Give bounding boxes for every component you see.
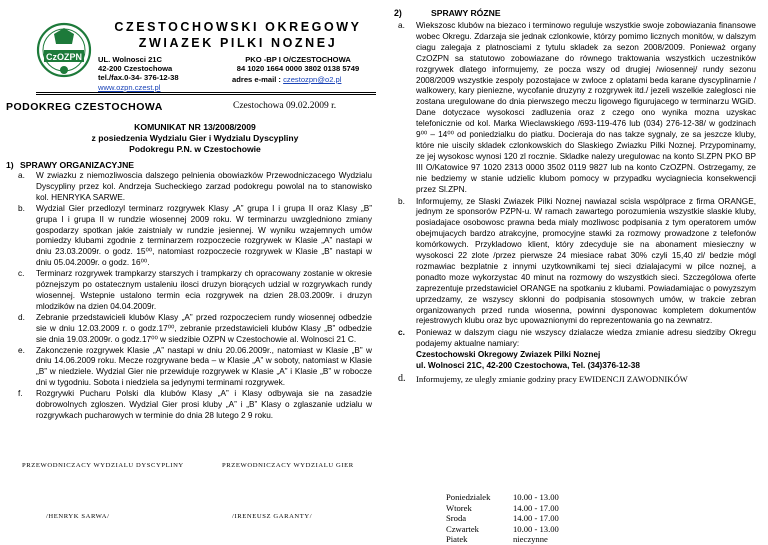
- bank-line2: 84 1020 1664 0000 3802 0138 5749: [236, 64, 360, 74]
- list-item: a. Wiekszosc klubów na biezaco i terminowo reguluje wszystkie swoje zobowiazania finansowe wobec Okregu. Zdarzaja sie jednak czlonkowie, którzy pomimo licznych monitów, w dalszym ciagu zalegaja z platnosciami z tytulu skladek za sezon 2008/2009. Ponieważ organy CzOZPN sa statutowo zobowiazane do równego traktowania wszystkich uczestników rozgrywek dlatego informujemy, ze pocza wszy od drugiej /wiosennej/ rundy sezonu 2008/2009 wszystkie zespoly pozostajace w zwloce z oplatami beda karane dyscyplinarnie / walkowery, kary pieniezne, wycofanie druzyny z rozgrywek itd./ jezeli wszelkie zaleglosci nie zostana uregulowane do dnia pierwszego meczu ligowego figurujacego w terminarzu WGiD. Dane dotyczace wysokosci zadluzenia oraz z czego ono wynika mozna uzyskac telefonicznie od kol. Marka Wieclawskiego /693-119-476 lub (034) 276-12-38/ w godzinach 9⁰⁰ – 14⁰⁰ od poniedzialku do piatku. Docieraja do nas takze sygnaly, ze sa jeszcze kluby, które nie uiscily skladek czlonkowskich do Slaskiego Zwiazku Pilki Noznej. Przypominamy, ze jej wysokosc wynosi 120 zl rocznie. Skladke nalezy uregulowac na konto Sl.ZPN PKO BP III O/Katowice 97 1020 2313 0000 3502 0119 9827 lub na konto CzOZPN. Ostrzegamy, ze nie bedziemy w stanie udzielic klubom pomocy w przypadku wyciagniecia konsekwencji przez Sl.ZPN.: [398, 21, 756, 194]
- section1-number: 1): [6, 160, 14, 170]
- bank-line1: PKO -BP I O/CZESTOCHOWA: [245, 55, 351, 64]
- hours-row: Piatek nieczynne: [446, 534, 548, 545]
- komunikat-heading: [30, 122, 360, 155]
- address-line: UL. Wolnosci 21C: [98, 55, 162, 64]
- office-hours-table: [446, 492, 559, 545]
- list-item: d. Informujemy, ze ulegly zmianie godziny pracy EWIDENCJI ZAWODNIKÓW: [398, 373, 688, 384]
- document-date: Czestochowa 09.02.2009 r.: [233, 101, 337, 111]
- header-divider: [36, 92, 376, 93]
- section2-list: [398, 21, 756, 385]
- hours-row: Poniedzialek 10.00 - 13.00: [446, 492, 559, 502]
- section1-label: SPRAWY ORGANIZACYJNE: [20, 160, 135, 170]
- left-column: [0, 0, 384, 543]
- right-column: [384, 0, 768, 543]
- list-item: f. Rozgrywki Pucharu Polski dla klubów Klasy „A” i Klasy odbywaja sie na zasadzie dobrowolnych zgloszen. Wydzial Gier prosi kluby „A” i „B” Klasy o zglaszanie udzialu w rozgrywkach pucharowych w terminie do dnia 28 lutego 2 9 roku.: [18, 389, 372, 420]
- section1-list: [18, 171, 372, 422]
- list-item: d. Zebranie przedstawicieli klubów Klasy „A” przed rozpoczeciem rundy wiosennej odbedzie sie w dniu 12.03.2009 r. o godz.17⁰⁰, zebranie przedstawicieli klubów Klasy „B” odbedzie sie dnia 19.03.2009r. o godz.17⁰⁰ w siedzibie OZPN w Czestochowie al. Wolnosci 21 C.: [18, 312, 372, 344]
- address-bold-line1: Czestochowski Okregowy Zwiazek Pilki Noznej: [416, 350, 601, 360]
- section2-number: 2): [394, 8, 402, 18]
- hours-row: Wtorek 14.00 - 17.00: [446, 502, 559, 513]
- address-bold-line2: ul. Wolnosci 21C, 42-200 Czestochowa, Tel. (34)376-12-38: [416, 361, 640, 371]
- list-item: b. Wydzial Gier przedlozyl terminarz rozgrywek Klasy „A” grupa I i grupa II oraz Klasy „B” grupa I i grupa II w rundzie wiosennej 2009 roku. W terminarzu uwzgledniono zmiany gospodarzy spotkan jakie zaistnialy w rundzie jesiennej. W wyniku wzajemnych umów pomiedzy klubami zgodnie z terminarzem rozpoczecie rozgrywek w Klasie „A” nastapi w dniu 23.03.2009r. o godz. 15⁰⁰, natomiast rozpoczecie rozgrywek w Klasie „B” nastapi w dniu 05.04.2009r. o godz. 16⁰⁰.: [18, 203, 372, 268]
- website-link[interactable]: www.ozpn.czest.pl: [98, 82, 161, 92]
- signature-right-name: /IRENEUSZ GARANTY/: [232, 513, 313, 520]
- signature-right-title: PRZEWODNICZACY WYDZIALU GIER: [222, 462, 354, 469]
- czozpn-logo: [36, 20, 92, 82]
- bank-block: [218, 55, 378, 73]
- list-item: e. Zakonczenie rozgrywek Klasie „A” nastapi w dniu 20.06.2009r., natomiast w Klasie „B” w dniu 14.06.2009 roku. Mecze rozgrywane beda – w Klasie „A” w soboty, natomiast w Klasie „B” w niedziele. Wydzial Gier nie przewiduje rozgrywek w Klasie „A” i Klasie „B” w robocze dni w tygodniu. Sobota i niedziela sa jedynymi terminami rozgrywek.: [18, 345, 372, 388]
- address-line: tel./fax.0-34- 376-12-38: [98, 73, 179, 83]
- org-title: [98, 19, 378, 51]
- komunikat-line2: z posiedzenia Wydzialu Gier i Wydzialu Dyscypliny: [91, 133, 299, 143]
- list-item: b. Informujemy, ze Slaski Zwiazek Pilki Noznej nawiazal scisla wspólprace z firma ORANGE, jednym ze sponsorów PZPN-u. W ramach zawartego porozumienia wszystkie slaskie kluby, posiadajace osobowosc prawna beda mialy mozliwosc podpisania z tym operatorem umów obejmujacych bardzo atrakcyjne, promocyjne stawki za rozmowy prowadzone z telefonów komórkowych. Przykladowo klient, który zdecyduje sie na abonament miesieczny w wysokosci 22 zlote /przez pierwsze 24 miesiace rabat 30% czyli 15,40 zl/ bedzie mógl rozmawiac bezplatnie z innymi uzytkownikami tej sieci dzialajacymi w pilce noznej, a ponadto moze wykorzystac 40 minut na rozmowy do wszystkich sieci. Szczególowa oferte zaprezentuje przedstawiciel ORANGE na spotkaniu z klubami. Powiadamiajac o powyzszym uprzedzamy, ze wszyscy sklonni do podpisania stosownych umów, w trakcie zebran organizowanych przed runda wiosenna, powinni dysponowac kompletem dokumentów rejestrowych klubu oraz byc upowaznionymi do reprezentowania go na zewnatrz.: [398, 196, 756, 326]
- section2-title: SPRAWY RÓZNE: [431, 8, 501, 18]
- logo-text: CzOZPN: [46, 52, 82, 62]
- signature-left-name: /HENRYK SARWA/: [46, 513, 110, 520]
- komunikat-line3: Podokregu P.N. w Czestochowie: [129, 144, 261, 154]
- address-line: 42-200 Czestochowa: [98, 64, 173, 74]
- podokreg-title: PODOKREG CZESTOCHOWA: [6, 101, 163, 113]
- header-divider: [36, 94, 376, 95]
- list-item: c. Poniewaz w dalszym ciagu nie wszyscy dzialacze wiedza zmianie adresu siedziby Okregu podajemy aktualne namiary: Czestochowski Okregowy Zwiazek Pilki Noznej ul. Wolnosci 21C, 42-200 Czestochowa, Tel. (34)376-12-38: [398, 328, 756, 371]
- address-block: [98, 55, 218, 92]
- section1-title: [6, 160, 134, 170]
- email-link[interactable]: czestozpn@o2.pl: [283, 75, 342, 84]
- signature-left-title: PRZEWODNICZACY WYDZIALU DYSCYPLINY: [22, 462, 184, 469]
- hours-row: Sroda 14.00 - 17.00: [446, 513, 559, 524]
- org-title-line2: ZWIAZEK PILKI NOZNEJ: [138, 36, 338, 50]
- komunikat-line1: KOMUNIKAT NR 13/2008/2009: [134, 122, 256, 132]
- hours-row: Czwartek 10.00 - 13.00: [446, 523, 559, 534]
- list-item: a. W zwiazku z niemozliwoscia dalszego pelnienia obowiazków Przewodniczacego Wydzialu Dyscypliny przez kol. Andrzeja Sucheckiego zarzad podokregu powolal na to stanowisko kol. HENRYKA SARWE.: [18, 171, 372, 202]
- org-title-line1: CZESTOCHOWSKI OKREGOWY: [114, 20, 362, 34]
- email-label: adres e-mail :: [232, 75, 281, 84]
- list-item: c. Terminarz rozgrywek trampkarzy starszych i trampkarzy ch opracowany zostanie w okresie póznejszym po ostatecznym ustaleniu ilosci druzyn biorących udzial w rozgrywkach rundy wiosennej. Wstepnie ustalono termin ecia rozgrywek na dzien 28.03.2009r. i druzyn mlodzików na dzien 04.04.2009r.: [18, 269, 372, 311]
- email-line: [232, 75, 341, 84]
